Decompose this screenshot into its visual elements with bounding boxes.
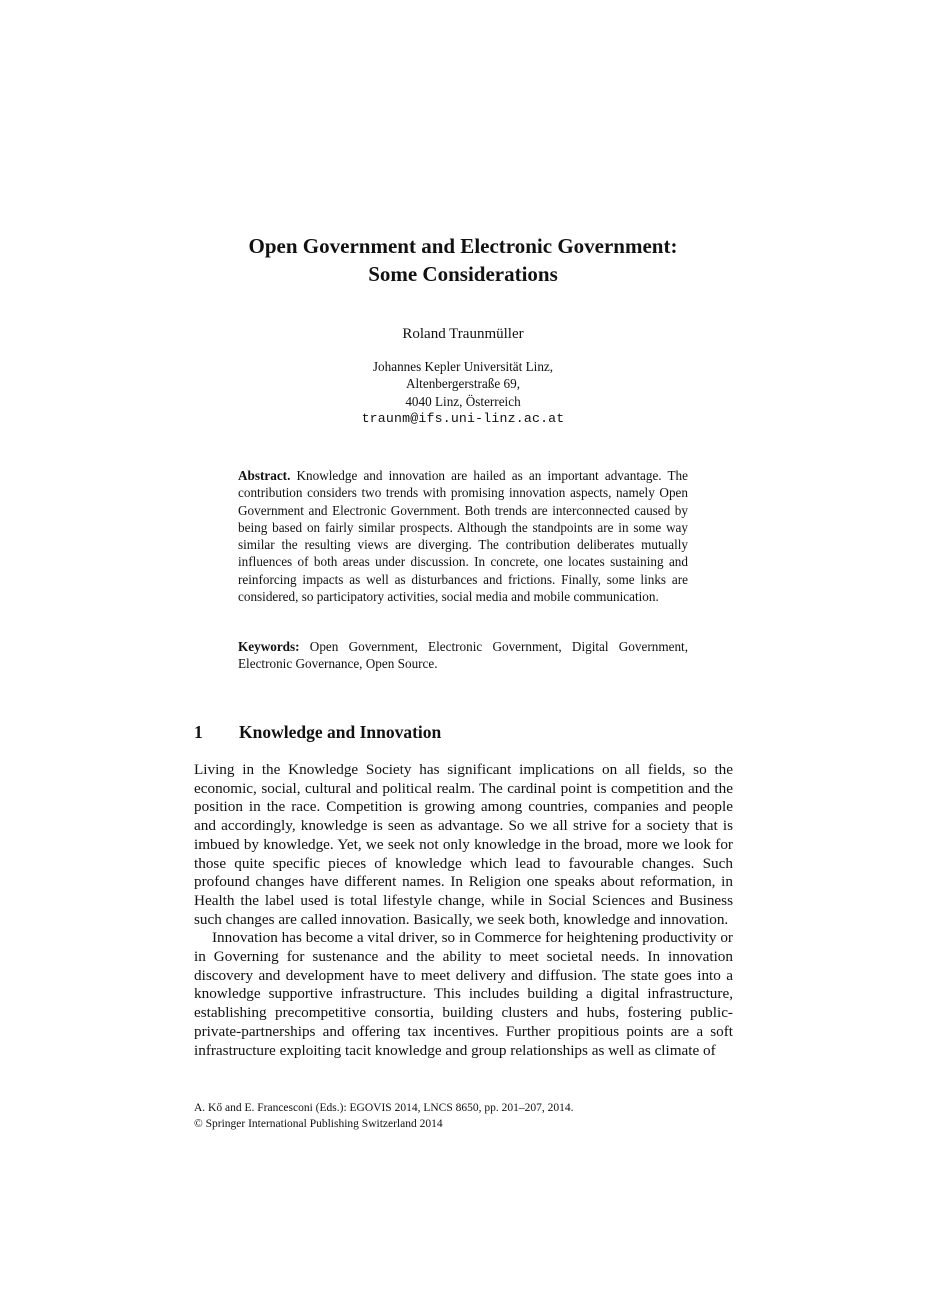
section-title: Knowledge and Innovation [239,722,442,742]
title-line-2: Some Considerations [368,262,558,286]
keywords [238,638,688,673]
affiliation-line-1: Johannes Kepler Universität Linz, [372,359,554,374]
section-number: 1 [194,722,203,742]
section-heading [194,720,734,744]
author-email: traunm@ifs.uni-linz.ac.at [361,410,565,426]
footnote-citation: A. Kő and E. Francesconi (Eds.): EGOVIS 2014, LNCS 8650, pp. 201–207, 2014. [194,1102,574,1114]
affiliation-line-2: Altenbergerstraße 69, [405,376,520,392]
body-paragraph-1: Living in the Knowledge Society has significant implications on all fields, so the economic, social, cultural and political realm. The cardinal point is competition and the position in the race. Competition is growing among countries, companies and people and accordingly, knowledge is seen as advantage. So we all strive for a society that is imbued by knowledge. Yet, we seek not only knowledge in the broad, more we look for those quite specific pieces of knowledge which lead to favourable changes. Such profound changes have different names. In Religion one speaks about reformation, in Health the label used is total lifestyle change, while in Social Sciences and Business such changes are called innovation. Basically, we seek both, knowledge and innovation. [194,761,733,928]
abstract-text: Knowledge and innovation are hailed as an important advantage. The contribution considers two trends with promising innovation aspects, namely Open Government and Electronic Government. Both trends are interconnected caused by being based on fairly similar prospects. Although the standpoints are in some way similar the resulting views are diverging. The contribution deliberates mutually influences of both areas under discussion. In concrete, one locates sustaining and reinforcing impacts as well as disturbances and frictions. Finally, some links are considered, so participatory activities, social media and mobile communication. [238,468,689,605]
affiliation-line-3: 4040 Linz, Österreich [405,393,521,409]
paper-title [150,232,776,288]
publication-footnote [194,1100,734,1132]
abstract [238,467,688,605]
section-body [194,761,733,1060]
author-name: Roland Traunmüller [402,326,524,342]
keywords-label: Keywords: [238,639,300,654]
footnote-copyright: © Springer International Publishing Switzerland 2014 [194,1118,443,1130]
keywords-text: Open Government, Electronic Government, Digital Government, Electronic Governance, Open Source. [238,639,689,672]
abstract-label: Abstract. [238,468,291,483]
body-paragraph-2: Innovation has become a vital driver, so in Commerce for heightening productivity or in Governing for sustenance and the ability to meet societal needs. In innovation discovery and development have to meet delivery and diffusion. The state goes into a knowledge supportive infrastructure. This includes building a digital infrastructure, establishing precompetitive consortia, building clusters and hubs, fostering public-private-partnerships and offering tax incentives. Further propitious points are a soft infrastructure exploiting tacit knowledge and group relationships as well as climate of [194,929,733,1059]
title-line-1: Open Government and Electronic Government: [248,234,678,258]
author-affiliation [150,358,776,427]
